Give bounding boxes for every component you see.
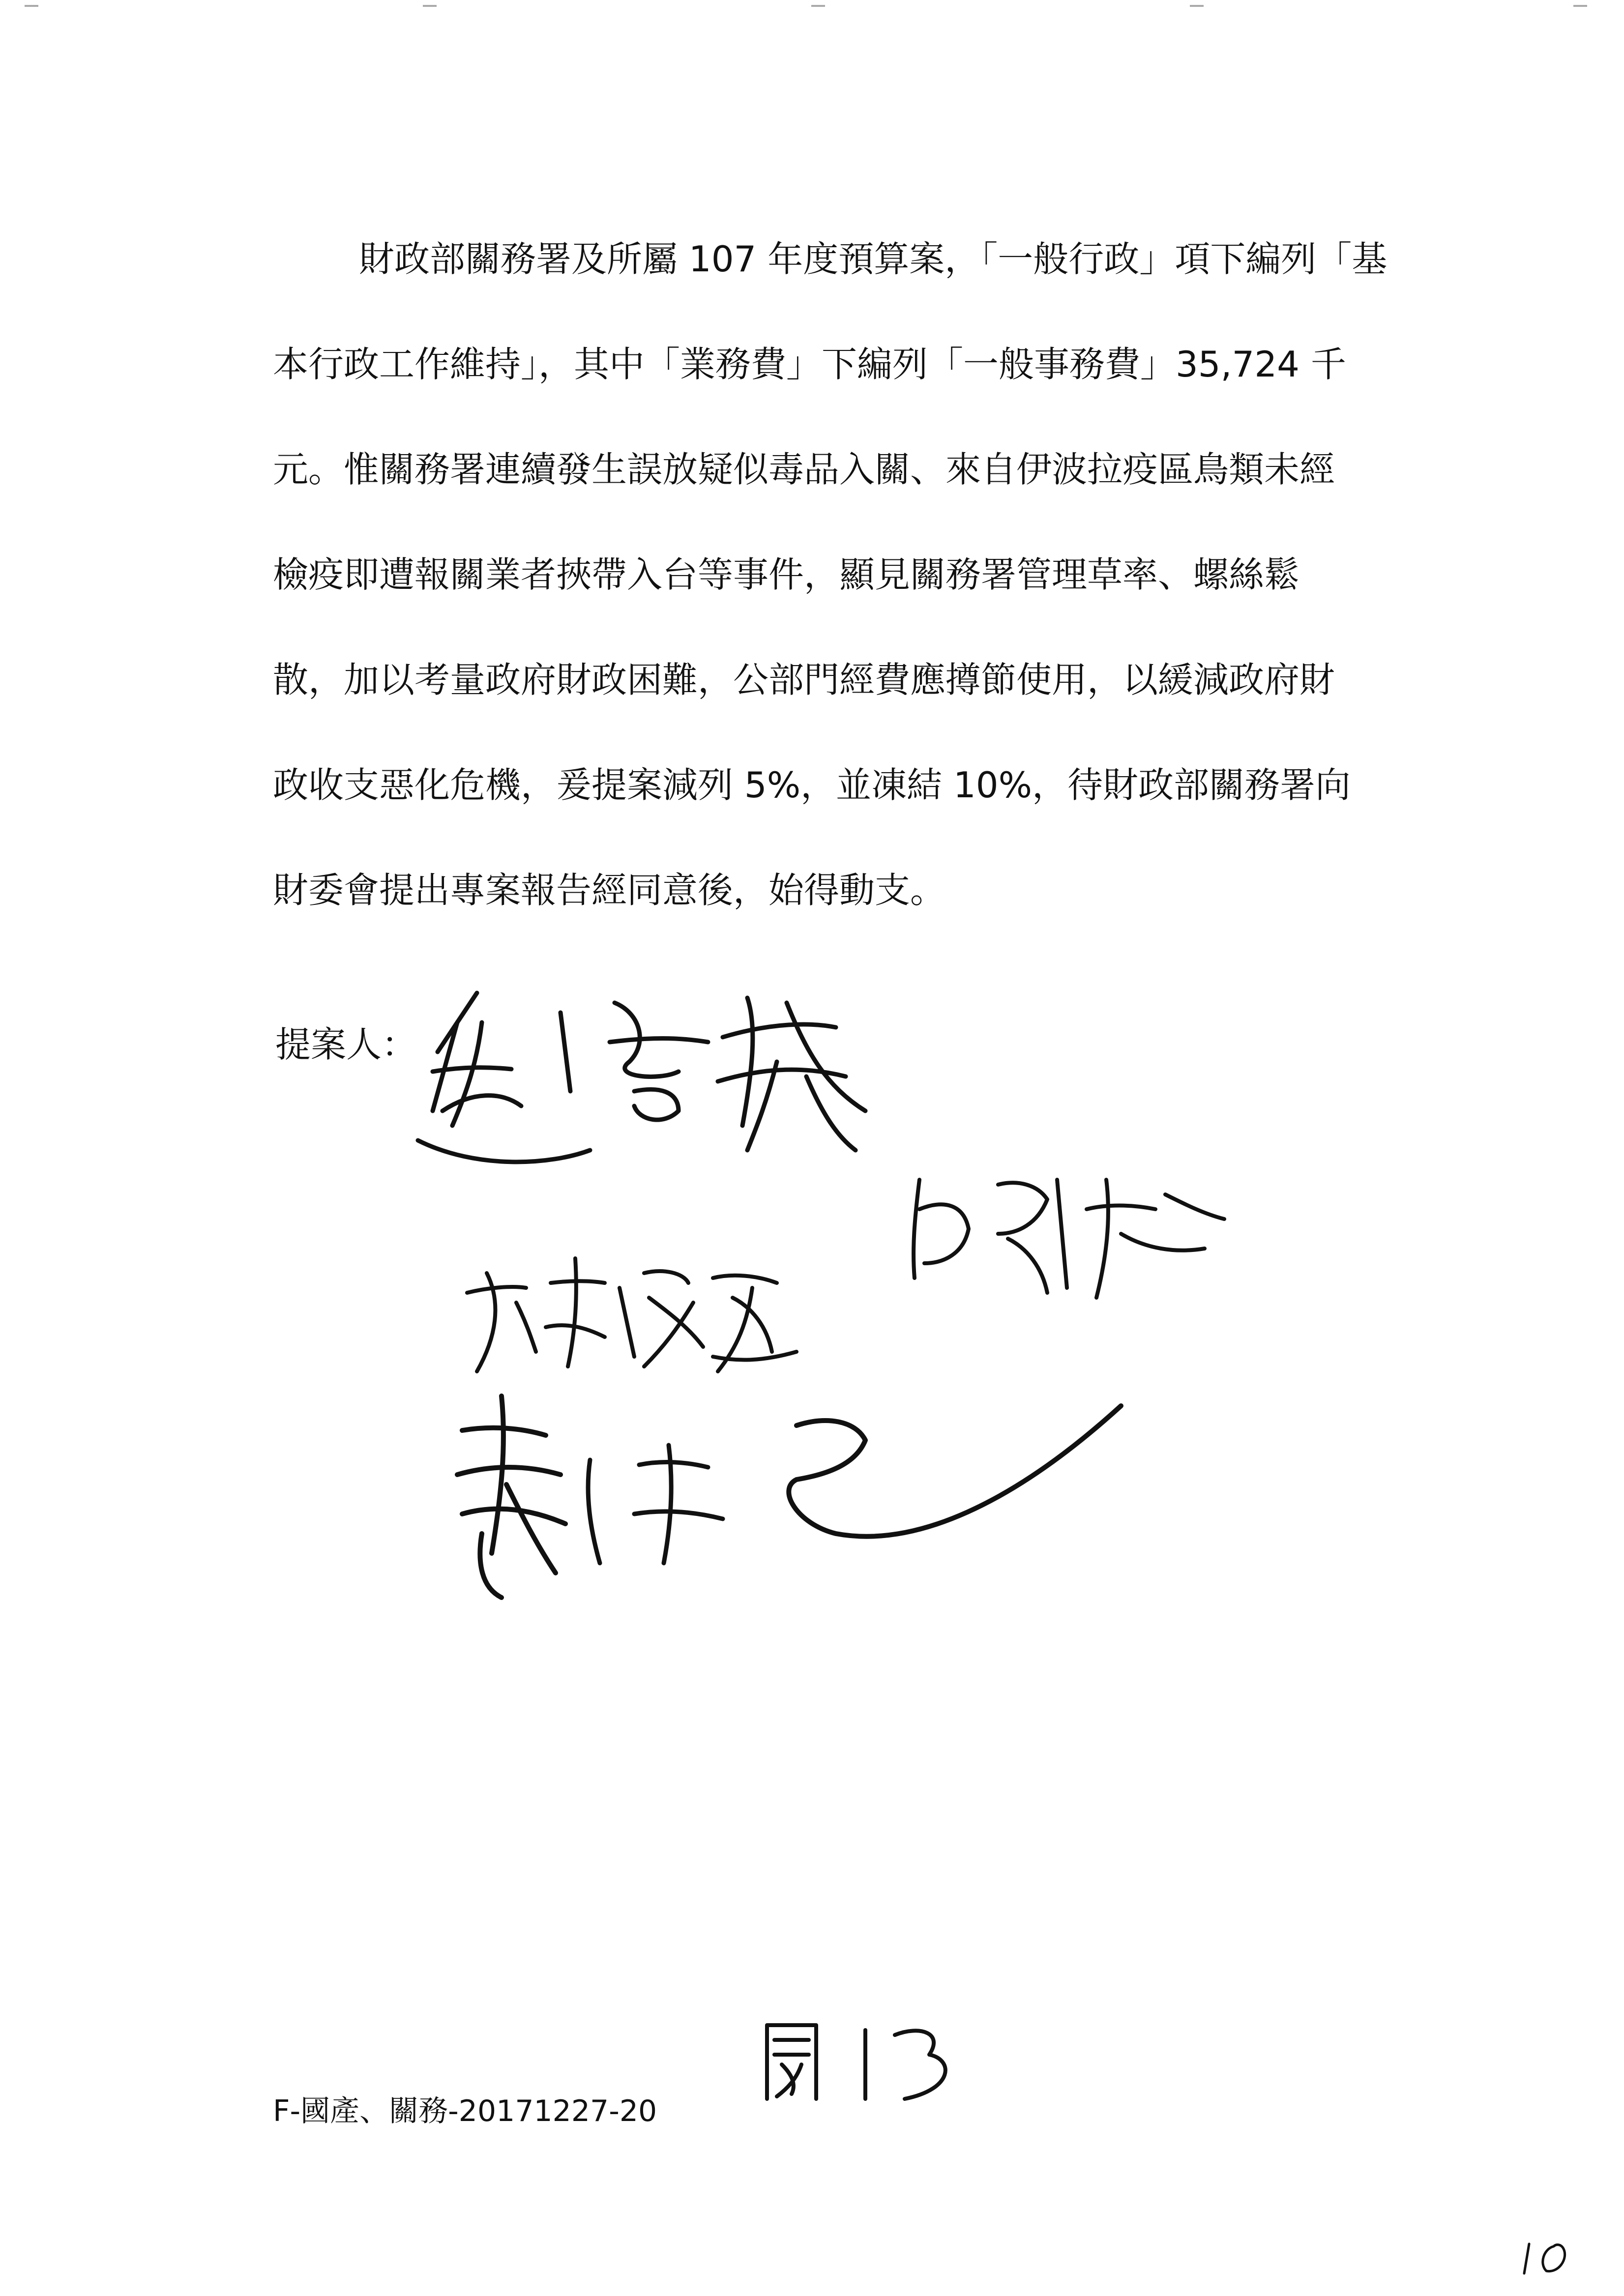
paragraph-line: 政收支惡化危機，爰提案減列 5%，並凍結 10%，待財政部關務署向 [273,764,1351,806]
proposal-paragraph [273,206,1404,943]
signature-2 [457,1229,811,1386]
signature-4 [433,1366,1131,1622]
signature-1 [403,963,983,1180]
paragraph-line: 檢疫即遭報關業者挾帶入台等事件，顯見關務署管理草率、螺絲鬆 [273,554,1300,595]
paragraph-line: 散，加以考量政府財政困難，公部門經費應撙節使用，以緩減政府財 [273,659,1335,700]
scan-mark [423,5,437,7]
scan-mark [811,5,825,7]
paragraph-line: 元。惟關務署連續發生誤放疑似毒品入關、來自伊波拉疫區鳥類未經 [273,449,1335,490]
paragraph-line: 本行政工作維持」，其中「業務費」下編列「一般事務費」35,724 千 [273,344,1346,385]
footer-document-code: F-國產、關務-20171227-20 [273,2094,657,2128]
handwritten-tag [757,2010,964,2109]
page-number [1519,2234,1588,2278]
paragraph-line: 財委會提出專案報告經同意後，始得動支。 [273,870,946,911]
scan-mark [1573,5,1587,7]
signature-3 [900,1150,1234,1312]
scan-mark [25,5,38,7]
paragraph-line: 財政部關務署及所屬 107 年度預算案，「一般行政」項下編列「基 [359,238,1388,280]
scan-mark [1190,5,1204,7]
proposer-label: 提案人： [275,1024,417,1065]
